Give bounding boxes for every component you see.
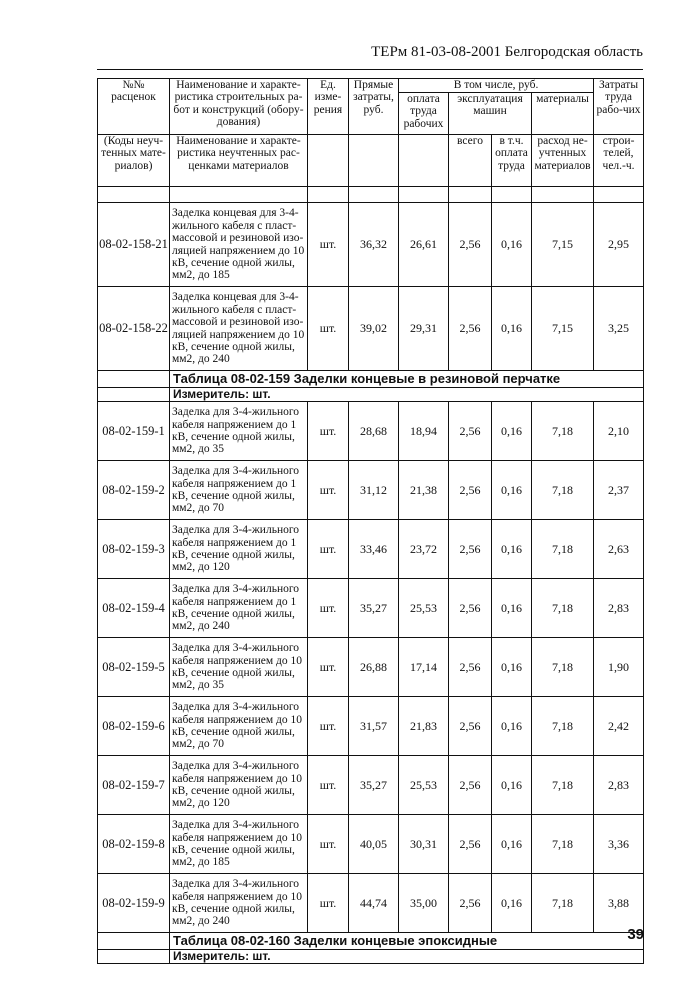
materials-cost: 7,18	[532, 402, 594, 461]
unit-cell: шт.	[308, 815, 349, 874]
table-row	[98, 579, 644, 638]
machines-labor: 0,16	[492, 520, 532, 579]
section-title: Таблица 08-02-159 Заделки концевые в резиновой перчатке	[170, 371, 644, 388]
table-row	[98, 815, 644, 874]
unit-cell: шт.	[308, 638, 349, 697]
table-row	[98, 287, 644, 371]
rate-code: 08-02-158-21	[98, 203, 170, 287]
machines-labor: 0,16	[492, 203, 532, 287]
col-labor-pay: оплата труда рабочих	[399, 93, 449, 135]
table-row	[98, 402, 644, 461]
spacer-cell	[399, 187, 449, 203]
machines-labor: 0,16	[492, 579, 532, 638]
materials-cost: 7,18	[532, 815, 594, 874]
labor-hours: 2,37	[594, 461, 644, 520]
labor-pay: 21,83	[399, 697, 449, 756]
work-description: Заделка для 3-4-жильного кабеля напряжением до 1 кВ, сечение одной жилы, мм2, до 120	[170, 520, 308, 579]
labor-pay: 35,00	[399, 874, 449, 933]
materials-cost: 7,18	[532, 756, 594, 815]
col-materials-unaccounted: расход не-учтенных материалов	[532, 135, 594, 187]
section-title-row	[98, 371, 644, 388]
unit-cell: шт.	[308, 520, 349, 579]
materials-cost: 7,18	[532, 697, 594, 756]
labor-hours: 2,63	[594, 520, 644, 579]
machines-total: 2,56	[449, 756, 492, 815]
direct-cost: 31,57	[349, 697, 399, 756]
machines-labor: 0,16	[492, 461, 532, 520]
direct-cost: 44,74	[349, 874, 399, 933]
unit-cell: шт.	[308, 874, 349, 933]
machines-labor: 0,16	[492, 815, 532, 874]
labor-hours: 3,88	[594, 874, 644, 933]
work-description: Заделка для 3-4-жильного кабеля напряжением до 1 кВ, сечение одной жилы, мм2, до 240	[170, 579, 308, 638]
labor-hours: 2,95	[594, 203, 644, 287]
labor-hours: 3,25	[594, 287, 644, 371]
col-direct: Прямые затраты, руб.	[349, 79, 399, 135]
table-row	[98, 756, 644, 815]
unit-cell: шт.	[308, 756, 349, 815]
work-description: Заделка для 3-4-жильного кабеля напряжением до 1 кВ, сечение одной жилы, мм2, до 35	[170, 402, 308, 461]
col-labor-pay-bottom	[399, 135, 449, 187]
unit-cell: шт.	[308, 402, 349, 461]
table-row	[98, 697, 644, 756]
labor-pay: 25,53	[399, 756, 449, 815]
blank-cell	[98, 950, 170, 964]
machines-labor: 0,16	[492, 638, 532, 697]
labor-pay: 29,31	[399, 287, 449, 371]
rate-code: 08-02-159-6	[98, 697, 170, 756]
machines-labor: 0,16	[492, 402, 532, 461]
spacer-cell	[532, 187, 594, 203]
direct-cost: 28,68	[349, 402, 399, 461]
labor-hours: 1,90	[594, 638, 644, 697]
section-measure-row	[98, 950, 644, 964]
table-row	[98, 874, 644, 933]
labor-pay: 18,94	[399, 402, 449, 461]
col-unit-bottom	[308, 135, 349, 187]
rate-code: 08-02-159-5	[98, 638, 170, 697]
machines-total: 2,56	[449, 402, 492, 461]
section-title-row	[98, 933, 644, 950]
machines-total: 2,56	[449, 638, 492, 697]
col-machines: эксплуатация машин	[449, 93, 532, 135]
labor-pay: 26,61	[399, 203, 449, 287]
labor-pay: 21,38	[399, 461, 449, 520]
machines-labor: 0,16	[492, 756, 532, 815]
direct-cost: 35,27	[349, 756, 399, 815]
machines-total: 2,56	[449, 520, 492, 579]
rate-code: 08-02-158-22	[98, 287, 170, 371]
work-description: Заделка для 3-4-жильного кабеля напряжением до 10 кВ, сечение одной жилы, мм2, до 185	[170, 815, 308, 874]
page-number: 39	[627, 926, 644, 943]
col-labor-cost-top: Затраты труда рабо-чих	[594, 79, 644, 135]
table-row	[98, 520, 644, 579]
materials-cost: 7,18	[532, 520, 594, 579]
work-description: Заделка концевая для 3-4-жильного кабеля с пласт-массовой и резиновой изо-ляцией напряжением до 10 кВ, сечение одной жилы, мм2, до 240	[170, 287, 308, 371]
machines-labor: 0,16	[492, 287, 532, 371]
labor-pay: 17,14	[399, 638, 449, 697]
blank-cell	[98, 933, 170, 950]
col-direct-bottom	[349, 135, 399, 187]
blank-cell	[98, 371, 170, 388]
col-name-top: Наименование и характе-ристика строительных ра-бот и конструкций (обору-дования)	[170, 79, 308, 135]
materials-cost: 7,15	[532, 287, 594, 371]
work-description: Заделка для 3-4-жильного кабеля напряжением до 10 кВ, сечение одной жилы, мм2, до 120	[170, 756, 308, 815]
unit-cell: шт.	[308, 697, 349, 756]
direct-cost: 39,02	[349, 287, 399, 371]
rate-code: 08-02-159-2	[98, 461, 170, 520]
col-machines-incl: в т.ч. оплата труда	[492, 135, 532, 187]
rate-code: 08-02-159-9	[98, 874, 170, 933]
machines-total: 2,56	[449, 815, 492, 874]
col-materials: материалы	[532, 93, 594, 135]
table-row	[98, 461, 644, 520]
spacer-cell	[98, 187, 170, 203]
machines-total: 2,56	[449, 579, 492, 638]
materials-cost: 7,18	[532, 638, 594, 697]
spacer-cell	[349, 187, 399, 203]
direct-cost: 36,32	[349, 203, 399, 287]
blank-cell	[98, 388, 170, 402]
labor-pay: 23,72	[399, 520, 449, 579]
materials-cost: 7,18	[532, 461, 594, 520]
work-description: Заделка для 3-4-жильного кабеля напряжением до 10 кВ, сечение одной жилы, мм2, до 70	[170, 697, 308, 756]
section-measure: Измеритель: шт.	[170, 388, 644, 402]
labor-pay: 30,31	[399, 815, 449, 874]
spacer-cell	[449, 187, 492, 203]
work-description: Заделка концевая для 3-4-жильного кабеля с пласт-массовой и резиновой изо-ляцией напряжением до 10 кВ, сечение одной жилы, мм2, до 185	[170, 203, 308, 287]
table-row	[98, 203, 644, 287]
rate-code: 08-02-159-4	[98, 579, 170, 638]
header-spacer-row	[98, 187, 644, 203]
col-incl: В том числе, руб.	[399, 79, 594, 93]
work-description: Заделка для 3-4-жильного кабеля напряжением до 10 кВ, сечение одной жилы, мм2, до 35	[170, 638, 308, 697]
labor-hours: 2,83	[594, 756, 644, 815]
machines-total: 2,56	[449, 461, 492, 520]
machines-total: 2,56	[449, 203, 492, 287]
direct-cost: 31,12	[349, 461, 399, 520]
col-code-bottom: (Коды неуч-тенных мате-риалов)	[98, 135, 170, 187]
unit-cell: шт.	[308, 579, 349, 638]
materials-cost: 7,18	[532, 874, 594, 933]
col-unit: Ед. изме-рения	[308, 79, 349, 135]
rate-code: 08-02-159-7	[98, 756, 170, 815]
labor-hours: 2,10	[594, 402, 644, 461]
col-code-top: №№ расценок	[98, 79, 170, 135]
spacer-cell	[594, 187, 644, 203]
rate-code: 08-02-159-3	[98, 520, 170, 579]
section-title: Таблица 08-02-160 Заделки концевые эпоксидные	[170, 933, 644, 950]
spacer-cell	[308, 187, 349, 203]
header-rule	[97, 69, 643, 70]
work-description: Заделка для 3-4-жильного кабеля напряжением до 10 кВ, сечение одной жилы, мм2, до 240	[170, 874, 308, 933]
section-measure: Измеритель: шт.	[170, 950, 644, 964]
machines-labor: 0,16	[492, 697, 532, 756]
unit-cell: шт.	[308, 461, 349, 520]
rate-code: 08-02-159-8	[98, 815, 170, 874]
unit-cell: шт.	[308, 287, 349, 371]
labor-hours: 3,36	[594, 815, 644, 874]
labor-hours: 2,42	[594, 697, 644, 756]
direct-cost: 40,05	[349, 815, 399, 874]
machines-total: 2,56	[449, 287, 492, 371]
col-machines-total: всего	[449, 135, 492, 187]
unit-cell: шт.	[308, 203, 349, 287]
labor-pay: 25,53	[399, 579, 449, 638]
col-labor-cost-bottom: строи-телей, чел.-ч.	[594, 135, 644, 187]
materials-cost: 7,18	[532, 579, 594, 638]
section-measure-row	[98, 388, 644, 402]
page-header: ТЕРм 81-03-08-2001 Белгородская область	[371, 44, 643, 60]
direct-cost: 35,27	[349, 579, 399, 638]
rates-table	[97, 78, 644, 964]
materials-cost: 7,15	[532, 203, 594, 287]
labor-hours: 2,83	[594, 579, 644, 638]
direct-cost: 26,88	[349, 638, 399, 697]
rate-code: 08-02-159-1	[98, 402, 170, 461]
spacer-cell	[492, 187, 532, 203]
machines-labor: 0,16	[492, 874, 532, 933]
col-name-bottom: Наименование и характе-ристика неучтенных рас-ценками материалов	[170, 135, 308, 187]
spacer-cell	[170, 187, 308, 203]
machines-total: 2,56	[449, 697, 492, 756]
work-description: Заделка для 3-4-жильного кабеля напряжением до 1 кВ, сечение одной жилы, мм2, до 70	[170, 461, 308, 520]
machines-total: 2,56	[449, 874, 492, 933]
table-row	[98, 638, 644, 697]
direct-cost: 33,46	[349, 520, 399, 579]
